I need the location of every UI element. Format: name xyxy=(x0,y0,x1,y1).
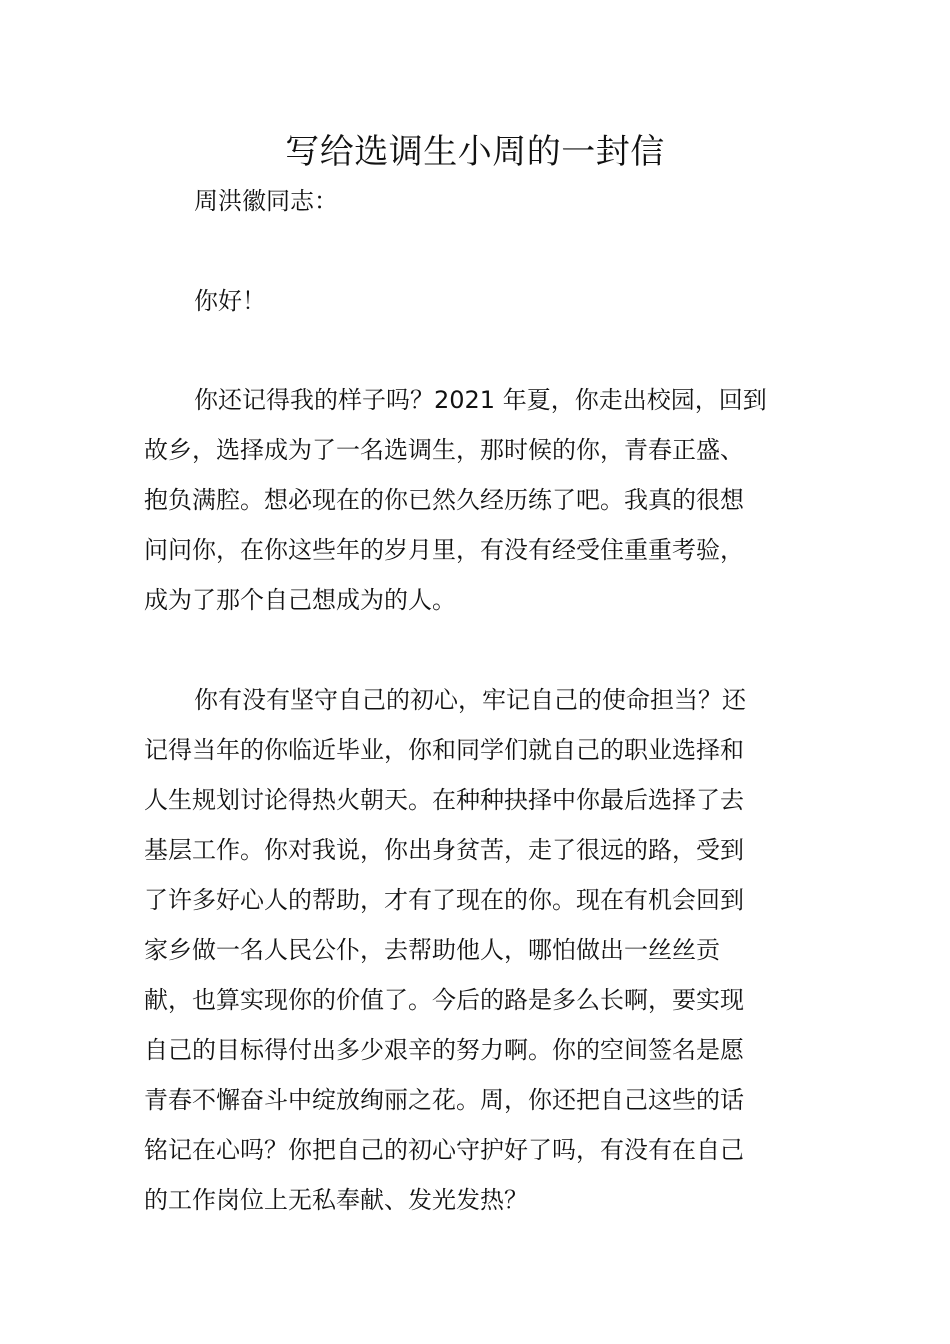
paragraph-line: 献，也算实现你的价值了。今后的路是多么长啊，要实现 xyxy=(144,986,744,1014)
paragraph-line: 你有没有坚守自己的初心，牢记自己的使命担当？还 xyxy=(194,686,746,714)
paragraph-line: 了许多好心人的帮助，才有了现在的你。现在有机会回到 xyxy=(144,886,744,914)
paragraph-line: 你还记得我的样子吗？2021 年夏，你走出校园，回到 xyxy=(194,386,767,414)
paragraph-line: 故乡，选择成为了一名选调生，那时候的你，青春正盛、 xyxy=(144,436,744,464)
paragraph-line: 的工作岗位上无私奉献、发光发热？ xyxy=(144,1186,528,1214)
salutation: 周洪徽同志： xyxy=(194,187,338,215)
letter-title: 写给选调生小周的一封信 xyxy=(285,132,665,172)
paragraph-2 xyxy=(144,675,808,1225)
paragraph-line: 自己的目标得付出多少艰辛的努力啊。你的空间签名是愿 xyxy=(144,1036,744,1064)
paragraph-line: 记得当年的你临近毕业，你和同学们就自己的职业选择和 xyxy=(144,736,744,764)
paragraph-line: 基层工作。你对我说，你出身贫苦，走了很远的路，受到 xyxy=(144,836,744,864)
paragraph-1 xyxy=(144,375,808,625)
paragraph-line: 家乡做一名人民公仆，去帮助他人，哪怕做出一丝丝贡 xyxy=(144,936,720,964)
paragraph-line: 人生规划讨论得热火朝天。在种种抉择中你最后选择了去 xyxy=(144,786,744,814)
paragraph-line: 铭记在心吗？你把自己的初心守护好了吗，有没有在自己 xyxy=(144,1136,744,1164)
paragraph-line: 抱负满腔。想必现在的你已然久经历练了吧。我真的很想 xyxy=(144,486,744,514)
greeting: 你好！ xyxy=(194,287,266,315)
paragraph-line: 青春不懈奋斗中绽放绚丽之花。周，你还把自己这些的话 xyxy=(144,1086,744,1114)
paragraph-line: 成为了那个自己想成为的人。 xyxy=(144,586,456,614)
paragraph-line: 问问你，在你这些年的岁月里，有没有经受住重重考验， xyxy=(144,536,744,564)
